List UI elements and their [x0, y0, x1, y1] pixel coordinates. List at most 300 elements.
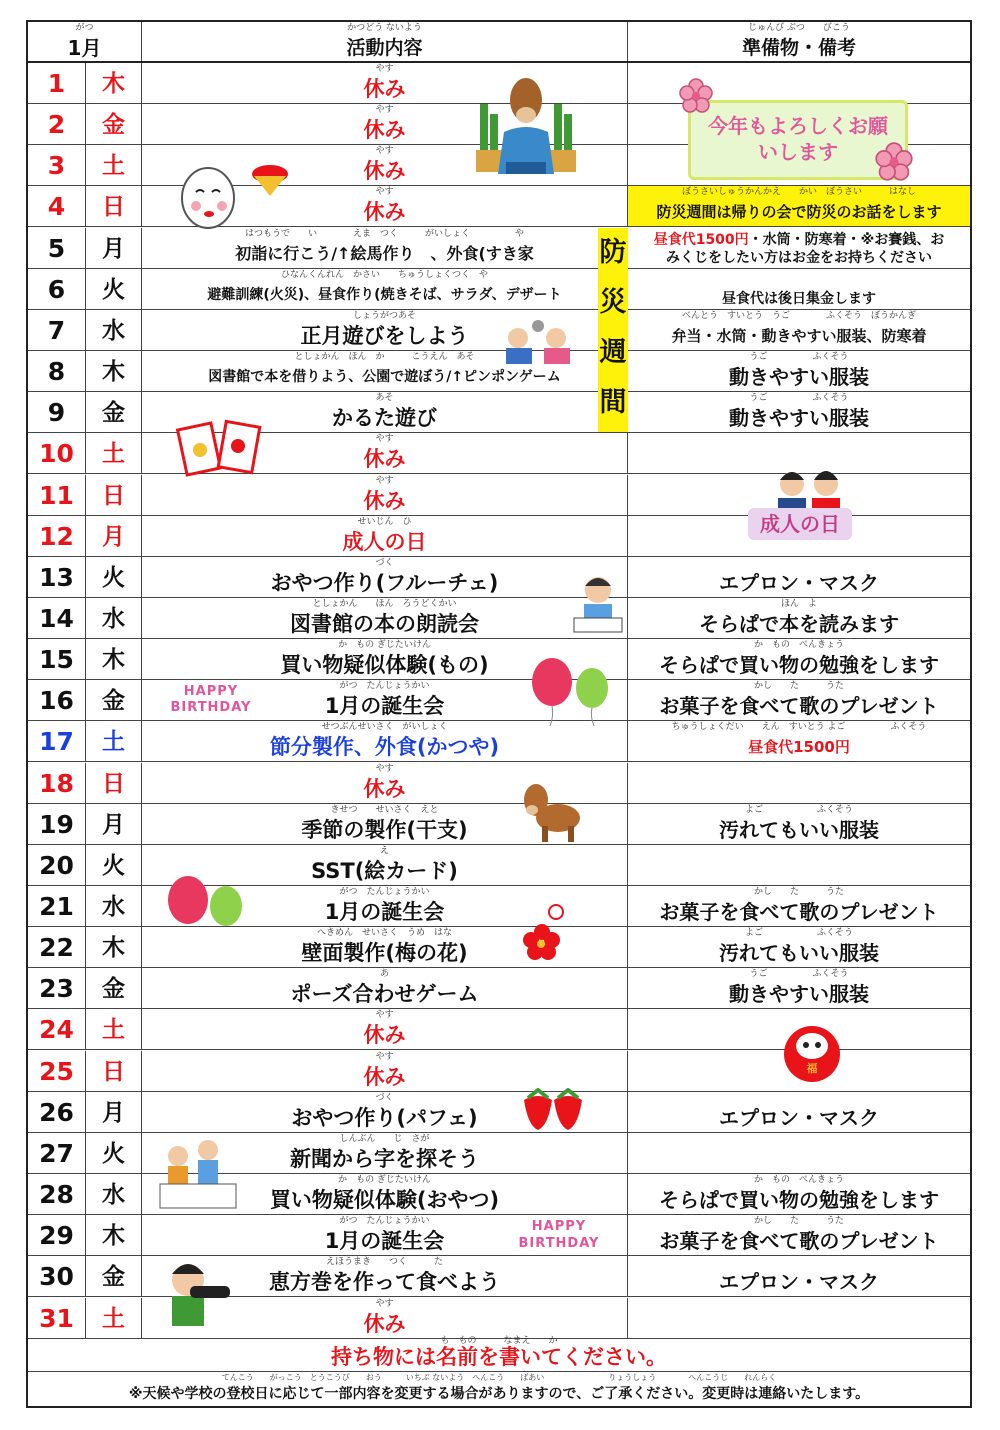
day-row [28, 804, 970, 845]
date-cell [28, 680, 86, 720]
activity-text: 正月遊びをしよう [300, 323, 469, 348]
header-month: 1月 [67, 36, 102, 60]
date-number: 3 [47, 151, 66, 181]
date-cell [28, 1256, 86, 1296]
date-cell [28, 845, 86, 885]
fukuwarai-face-and-top-icon [178, 152, 298, 232]
day-row [28, 269, 970, 310]
header-row [28, 22, 970, 63]
activity-ruby: せいじん ひ [357, 516, 412, 527]
activity-ruby: づく [375, 557, 394, 568]
note-text: エプロン・マスク [719, 1105, 879, 1130]
activity-text: 休み [363, 200, 406, 225]
weekday-cell [86, 886, 142, 926]
activity-text: 節分製作、外食(かつや) [269, 735, 500, 760]
header-month-ruby: がつ [75, 23, 94, 33]
note-cell [628, 1174, 970, 1214]
activity-text: 休み [363, 488, 406, 513]
weekday: 水 [102, 317, 125, 344]
date-number: 12 [39, 521, 74, 551]
footer-notice: 持ち物には名前を書いてください。 [331, 1345, 667, 1369]
note-text: 動きやすい服装 [729, 365, 869, 390]
weekday: 木 [102, 71, 125, 97]
date-number: 21 [39, 892, 74, 921]
footer-notice-row [28, 1335, 970, 1372]
date-number: 2 [47, 110, 66, 140]
note-ruby: ちゅうしょくだい えん すいとう よご ふくそう [671, 722, 927, 733]
bousai-char: 週 [599, 337, 627, 368]
day-row [28, 186, 970, 227]
date-cell [28, 1298, 86, 1338]
day-row [28, 392, 970, 433]
note-cell [628, 845, 970, 885]
date-cell [28, 1051, 86, 1091]
note-text: 防災週間は帰りの会で防災のお話をします [656, 203, 942, 222]
balloons-icon [526, 654, 616, 728]
happy-birthday-badge [156, 684, 266, 718]
note-cell [628, 968, 970, 1008]
weekday-cell [86, 433, 142, 473]
new-year-games-kids-icon [498, 318, 578, 368]
weekday-cell [86, 475, 142, 515]
activity-ruby: きせつ せいさく えと [330, 804, 439, 815]
happy-birthday-text: HAPPY BIRTHDAY [518, 1219, 600, 1251]
weekday: 月 [102, 235, 125, 262]
coming-of-age-badge [748, 508, 852, 540]
activity-text: 1月の誕生会 [324, 694, 445, 719]
date-cell [28, 1133, 86, 1173]
date-number: 22 [39, 933, 74, 963]
weekday: 水 [102, 605, 125, 632]
activity-ruby: はつもうで い えま つく がいしょく や [244, 228, 524, 239]
weekday: 木 [102, 647, 125, 674]
date-number: 14 [39, 603, 74, 633]
note-line-2: 昼食代は後日集金します [722, 290, 876, 307]
activity-text: 1月の誕生会 [324, 1229, 445, 1254]
activity-text: 壁面製作(梅の花) [301, 941, 468, 966]
activity-text: 休み [363, 1064, 406, 1089]
ehomaki-boy-icon [158, 1254, 238, 1330]
note-ruby: か もの べんきょう [753, 640, 844, 651]
date-number: 25 [39, 1056, 74, 1086]
activity-ruby: やす [375, 475, 394, 486]
date-cell [28, 1009, 86, 1049]
note-text: エプロン・マスク [719, 570, 879, 595]
bousai-char: 防 [599, 237, 627, 268]
date-number: 28 [39, 1180, 74, 1210]
weekday-cell [86, 516, 142, 556]
day-row [28, 1092, 970, 1133]
day-row [28, 639, 970, 680]
date-number: 23 [39, 974, 74, 1004]
coming-of-age-text: 成人の日 [760, 512, 840, 536]
note-cell [628, 1298, 970, 1338]
note-line-1 [628, 232, 970, 249]
activity-ruby: しんぶん じ さが [339, 1133, 430, 1144]
daruma-character: 福 [806, 1062, 818, 1075]
note-text: エプロン・マスク [719, 1270, 879, 1295]
bousai-char: 間 [599, 387, 627, 418]
weekday: 金 [102, 400, 125, 427]
weekday: 木 [102, 1223, 125, 1250]
note-cell [628, 269, 970, 309]
date-cell [28, 968, 86, 1008]
activity-ruby: としょかん ほん か こうえん あそ [294, 352, 475, 363]
date-cell [28, 1092, 86, 1132]
note-cell [628, 680, 970, 720]
header-activity: 活動内容 [346, 37, 423, 59]
activity-text: 図書館の本の朗読会 [290, 611, 479, 636]
activity-ruby: やす [375, 1298, 394, 1309]
activity-text: 恵方巻を作って食べよう [269, 1270, 500, 1295]
date-cell [28, 104, 86, 144]
date-cell [28, 886, 86, 926]
note-cell [628, 228, 970, 268]
activity-text: ポーズ合わせゲーム [290, 982, 479, 1007]
weekday-cell [86, 639, 142, 679]
date-cell [28, 475, 86, 515]
activity-text: 休み [363, 1311, 406, 1336]
weekday: 土 [102, 153, 125, 180]
weekday: 日 [102, 482, 125, 509]
date-cell [28, 763, 86, 803]
weekday: 木 [102, 359, 125, 386]
weekday: 火 [102, 276, 125, 303]
date-cell [28, 433, 86, 473]
activity-ruby: としょかん ほん ろうどくかい [312, 598, 457, 609]
header-notes: 準備物・備考 [741, 37, 856, 59]
activity-text: 買い物疑似体験(もの) [280, 653, 489, 678]
note-text: お菓子を食べて歌のプレゼント [659, 694, 939, 719]
activity-ruby: づく [375, 1092, 394, 1103]
weekday: 土 [102, 1305, 125, 1332]
activity-ruby: ひなんくんれん かさい ちゅうしょくつく や [280, 269, 488, 280]
header-activity-ruby: かつどう ないよう [347, 23, 422, 33]
header-activity-cell [142, 22, 628, 61]
date-number: 20 [39, 850, 74, 880]
date-number: 5 [47, 233, 66, 263]
activity-text: 休み [363, 776, 406, 801]
note-ruby: かし た うた [753, 681, 844, 692]
date-cell [28, 310, 86, 350]
activity-ruby: しょうがつあそ [352, 310, 416, 321]
weekday-cell [86, 968, 142, 1008]
note-cell [628, 886, 970, 926]
bousai-week-label [598, 228, 628, 432]
activity-ruby: へきめん せいさく うめ はな [316, 928, 452, 939]
note-text: お菓子を食べて歌のプレゼント [659, 1229, 939, 1254]
date-number: 8 [47, 357, 66, 387]
weekday-cell [86, 1009, 142, 1049]
activity-text: 休み [363, 1023, 406, 1048]
daruma-label [796, 1062, 828, 1078]
weekday: 火 [102, 564, 125, 591]
weekday: 月 [102, 523, 125, 550]
note-ruby: うご ふくそう [749, 969, 849, 980]
note-line-2: みくじをしたい方はお金をお持ちください [666, 249, 932, 266]
weekday: 日 [102, 770, 125, 797]
weekday: 水 [102, 1182, 125, 1209]
note-text: そらぱで買い物の勉強をします [659, 1188, 939, 1213]
date-cell [28, 639, 86, 679]
activity-ruby: あ [379, 969, 389, 980]
weekday: 土 [102, 729, 125, 756]
activity-cell [142, 228, 628, 268]
date-cell [28, 516, 86, 556]
horse-kadomatsu-icon [476, 70, 576, 180]
date-number: 19 [39, 809, 74, 839]
weekday-cell [86, 1092, 142, 1132]
note-ruby: べんとう すいとう うご ふくそう ぼうかんぎ [681, 310, 916, 321]
note-cell [628, 721, 970, 761]
date-number: 11 [39, 480, 74, 510]
date-number: 4 [47, 192, 66, 222]
note-ruby: か もの べんきょう [753, 1175, 844, 1186]
date-number: 1 [47, 69, 66, 98]
activity-text: 図書館で本を借りよう、公園で遊ぼう/↑ピンポンゲーム [208, 369, 561, 386]
note-text: 弁当・水筒・動きやすい服装、防寒着 [671, 326, 927, 345]
weekday-cell [86, 1215, 142, 1255]
activity-ruby: やす [375, 187, 394, 198]
weekday: 月 [102, 811, 125, 838]
weekday-cell [86, 1256, 142, 1296]
date-number: 13 [39, 562, 74, 592]
header-notes-ruby: じゅんび ぶつ びこう [748, 23, 850, 33]
lunch-fee: 昼食代1500円 [653, 231, 749, 248]
date-cell [28, 1174, 86, 1214]
activity-ruby: がつ たんじょうかい [339, 681, 430, 692]
weekday-cell [86, 927, 142, 967]
note-cell [628, 639, 970, 679]
date-cell [28, 269, 86, 309]
note-text: 汚れてもいい服装 [719, 817, 879, 842]
date-number: 30 [39, 1262, 74, 1292]
weekday-cell [86, 392, 142, 432]
weekday-cell [86, 1298, 142, 1338]
weekday-cell [86, 351, 142, 391]
weekday-cell [86, 63, 142, 103]
activity-ruby: やす [375, 1010, 394, 1021]
weekday: 日 [102, 1058, 125, 1085]
activity-ruby: え [379, 845, 389, 856]
day-row [28, 557, 970, 598]
horse-icon [518, 780, 588, 844]
weekday-cell [86, 186, 142, 226]
activity-cell [142, 516, 628, 556]
activity-ruby: やす [375, 64, 394, 74]
date-number: 9 [47, 398, 66, 428]
note-ruby: うご ふくそう [749, 393, 849, 404]
note-text: そらぱで買い物の勉強をします [659, 653, 939, 678]
date-number: 31 [39, 1303, 74, 1333]
weekday-cell [86, 680, 142, 720]
weekday: 金 [102, 112, 125, 139]
weekday: 金 [102, 1264, 125, 1291]
activity-ruby: やす [375, 146, 394, 157]
weekday: 火 [102, 1140, 125, 1167]
activity-text: 休み [363, 118, 406, 143]
day-row [28, 968, 970, 1009]
note-cell [628, 557, 970, 597]
footer-notice-ruby: も もの なまえ か [440, 1336, 558, 1346]
weekday-cell [86, 598, 142, 638]
date-cell [28, 228, 86, 268]
date-cell [28, 392, 86, 432]
note-cell [628, 392, 970, 432]
note-cell [628, 1256, 970, 1296]
activity-ruby: やす [375, 763, 394, 774]
activity-text: 1月の誕生会 [324, 900, 445, 924]
note-text: 動きやすい服装 [729, 406, 869, 431]
note-cell [628, 310, 970, 350]
activity-ruby: がつ たんじょうかい [339, 887, 430, 897]
note-ruby: ほん よ [780, 598, 817, 609]
plum-flower-icon [874, 142, 914, 182]
weekday: 土 [102, 1017, 125, 1044]
activity-text: 新聞から字を探そう [290, 1146, 479, 1171]
shopping-people-icon [156, 1136, 240, 1210]
activity-text: 休み [363, 447, 406, 472]
activity-ruby: か もの ぎじたいけん [338, 640, 431, 651]
plum-flower-icon [678, 78, 714, 114]
date-cell [28, 63, 86, 103]
note-cell [628, 804, 970, 844]
reading-boy-icon [568, 572, 628, 636]
weekday: 金 [102, 688, 125, 715]
note-cell [628, 927, 970, 967]
footer-disclaimer-row [28, 1372, 970, 1406]
note-text: 汚れてもいい服装 [719, 941, 879, 966]
activity-ruby: やす [375, 105, 394, 116]
activity-ruby: か もの ぎじたいけん [338, 1175, 431, 1186]
note-cell [628, 763, 970, 803]
date-number: 18 [39, 768, 74, 798]
header-notes-cell [628, 22, 970, 61]
weekday: 火 [102, 852, 125, 879]
note-text: 動きやすい服装 [729, 982, 869, 1007]
weekday-cell [86, 228, 142, 268]
date-cell [28, 1215, 86, 1255]
footer-disclaimer-ruby: てんこう がっこう とうこうび おう いちぶ ないよう へんこう ばあい りょうしょう へんこうじ れんらく [221, 1373, 777, 1382]
date-number: 26 [39, 1097, 74, 1127]
weekday-cell [86, 845, 142, 885]
activity-text: SST(絵カード) [311, 858, 458, 883]
activity-text: 初詣に行こう/↑絵馬作り 、外食(すき家 [235, 243, 534, 263]
activity-text: かるた遊び [332, 406, 437, 431]
weekday: 金 [102, 976, 125, 1003]
activity-text: おやつ作り(フルーチェ) [270, 570, 499, 595]
note-line-1-rest: ・水筒・防寒着・※お賽銭、お [748, 231, 945, 248]
activity-ruby: やす [375, 1051, 394, 1062]
activity-cell [142, 1009, 628, 1049]
weekday-cell [86, 269, 142, 309]
weekday-cell [86, 804, 142, 844]
day-row [28, 1215, 970, 1256]
date-number: 7 [47, 315, 66, 345]
bousai-char: 災 [599, 287, 627, 318]
activity-text: 買い物疑似体験(おやつ) [269, 1188, 500, 1213]
weekday-cell [86, 1174, 142, 1214]
date-cell [28, 145, 86, 185]
day-row [28, 721, 970, 762]
note-text: お菓子を食べて歌のプレゼント [659, 900, 939, 924]
weekday: 月 [102, 1099, 125, 1126]
date-cell [28, 598, 86, 638]
note-ruby: ぼうさいしゅうかんかえ かい ぼうさい はなし [681, 187, 916, 198]
weekday-cell [86, 310, 142, 350]
date-cell [28, 557, 86, 597]
lunch-fee: 昼食代1500円 [748, 738, 850, 757]
weekday-cell [86, 763, 142, 803]
note-ruby: よご ふくそう [744, 804, 853, 815]
date-number: 6 [47, 274, 66, 304]
strawberries-icon [518, 1088, 588, 1132]
day-row [28, 763, 970, 804]
schedule-table [26, 20, 972, 1408]
note-cell [628, 1133, 970, 1173]
footer-disclaimer: ※天候や学校の登校日に応じて一部内容を変更する場合がありますので、ご了承ください。変更時は連絡いたします。 [128, 1386, 870, 1402]
weekday: 水 [102, 894, 125, 920]
activity-text: 避難訓練(火災)、昼食作り(焼きそば、サラダ、デザート [207, 286, 562, 303]
happy-birthday-badge [502, 1218, 616, 1254]
new-year-greeting-text: 今年もよろしくお願いします [708, 114, 888, 164]
activity-text: 季節の製作(干支) [301, 817, 468, 842]
activity-cell [142, 1051, 628, 1091]
date-number: 15 [39, 645, 74, 675]
note-text: そらぱで本を読みます [699, 611, 899, 636]
activity-cell [142, 269, 628, 309]
activity-cell [142, 968, 628, 1008]
note-cell [628, 1215, 970, 1255]
weekday-cell [86, 721, 142, 761]
note-ruby: うご ふくそう [749, 352, 849, 363]
date-number: 10 [39, 439, 74, 469]
activity-cell [142, 598, 628, 638]
activity-ruby: えほうまき つく た [325, 1257, 443, 1268]
note-ruby: よご ふくそう [744, 928, 853, 939]
note-cell [628, 186, 970, 226]
activity-ruby: せつぶんせいさく がいしょく [321, 722, 448, 733]
activity-ruby: やす [375, 434, 394, 445]
activity-cell [142, 557, 628, 597]
plum-blossom-icon [522, 902, 572, 966]
date-cell [28, 721, 86, 761]
date-number: 17 [39, 727, 74, 757]
weekday: 木 [102, 935, 125, 962]
day-row [28, 598, 970, 639]
date-cell [28, 351, 86, 391]
weekday-cell [86, 1051, 142, 1091]
date-cell [28, 804, 86, 844]
date-number: 29 [39, 1221, 74, 1251]
note-cell [628, 598, 970, 638]
weekday: 日 [102, 194, 125, 221]
date-number: 27 [39, 1138, 74, 1168]
note-ruby: かし た うた [753, 1216, 844, 1227]
activity-ruby: がつ たんじょうかい [339, 1216, 430, 1227]
weekday-cell [86, 104, 142, 144]
activity-text: 休み [363, 159, 406, 184]
note-ruby: かし た うた [753, 887, 844, 897]
karuta-cards-icon [176, 416, 266, 486]
header-month-cell [28, 22, 142, 61]
date-number: 24 [39, 1015, 74, 1045]
activity-text: 休み [363, 77, 406, 101]
happy-birthday-text: HAPPY BIRTHDAY [170, 684, 252, 715]
weekday-cell [86, 557, 142, 597]
date-number: 16 [39, 686, 74, 716]
note-cell [628, 1092, 970, 1132]
